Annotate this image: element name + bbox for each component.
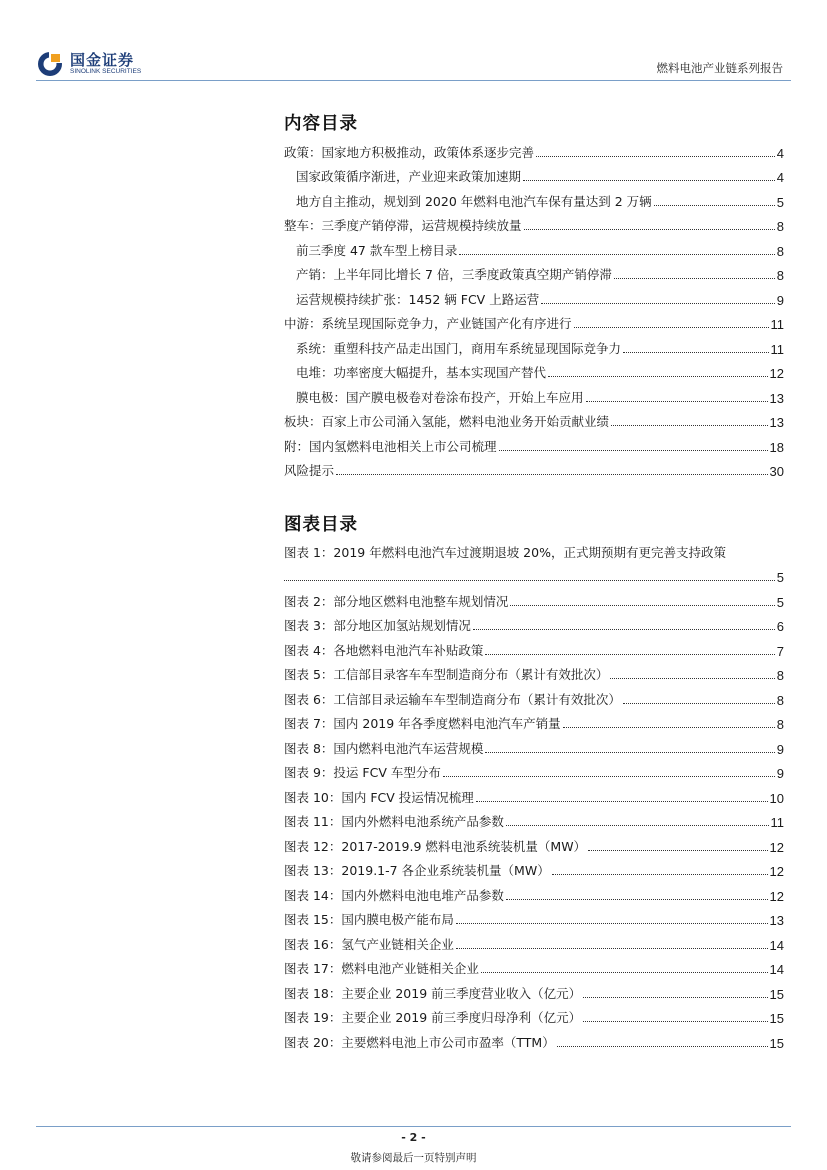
dot-leader <box>611 425 768 426</box>
figure-entry[interactable] <box>284 928 784 953</box>
figure-entry-page: 9 <box>776 766 784 781</box>
dot-leader <box>336 474 768 475</box>
toc-entry-page: 5 <box>776 194 784 210</box>
figure-entry-text: 图表 17：燃料电池产业链相关企业 <box>284 961 479 976</box>
figure-entry-page: 6 <box>776 619 784 634</box>
figure-entry-text: 图表 8：国内燃料电池汽车运营规模 <box>284 740 484 756</box>
dot-leader <box>284 580 775 581</box>
sinolink-logo-icon <box>36 50 64 78</box>
dot-leader <box>548 376 768 377</box>
toc-entry[interactable] <box>284 210 784 235</box>
figure-entry-text: 图表 1：2019 年燃料电池汽车过渡期退坡 20%，正式期预期有更完善支持政策 <box>284 544 726 560</box>
figure-entry[interactable] <box>284 610 784 635</box>
toc-entry-page: 8 <box>776 268 784 283</box>
toc-entry-text: 前三季度 47 款车型上榜目录 <box>296 242 458 258</box>
figure-entry-page: 12 <box>769 888 784 904</box>
dot-leader <box>557 1046 768 1047</box>
figure-entry-page: 5 <box>776 570 784 585</box>
toc-entry-page: 11 <box>770 317 784 332</box>
toc-entry-text: 整车：三季度产销停滞，运营规模持续放量 <box>284 218 522 233</box>
figure-entry-text: 图表 2：部分地区燃料电池整车规划情况 <box>284 593 509 609</box>
toc-entry-text: 政策：国家地方积极推动，政策体系逐步完善 <box>284 144 535 160</box>
dot-leader <box>552 874 768 875</box>
dot-leader <box>586 401 768 402</box>
header-divider <box>36 80 791 81</box>
figure-entry-page: 8 <box>776 692 784 708</box>
figure-entry-text: 图表 14：国内外燃料电池电堆产品参数 <box>284 887 504 903</box>
figure-entry-page: 8 <box>776 668 784 683</box>
figure-entry[interactable] <box>284 634 784 659</box>
figure-entry-text: 图表 10：国内 FCV 投运情况梳理 <box>284 789 474 805</box>
toc-entry-page: 13 <box>769 390 784 406</box>
figure-entry[interactable] <box>284 953 784 978</box>
figure-entry-text: 图表 15：国内膜电极产能布局 <box>284 912 454 927</box>
toc-entry-page: 8 <box>776 219 784 234</box>
dot-leader <box>623 703 775 704</box>
dot-leader <box>523 180 775 181</box>
dot-leader <box>499 450 768 451</box>
dot-leader <box>485 654 774 655</box>
dot-leader <box>459 254 774 255</box>
figure-entry-page: 12 <box>769 864 784 879</box>
toc-entry[interactable] <box>284 332 784 357</box>
footer-disclaimer: 敬请参阅最后一页特别声明 <box>350 1152 477 1164</box>
page-number: - 2 - <box>401 1131 426 1144</box>
toc-entry[interactable] <box>284 430 784 455</box>
toc-entry[interactable] <box>284 308 784 333</box>
figure-entry-page: 15 <box>769 1035 784 1051</box>
toc-entry-page: 12 <box>769 366 784 381</box>
toc-entry[interactable] <box>284 161 784 186</box>
dot-leader <box>485 752 774 753</box>
dot-leader <box>614 278 775 279</box>
figure-entry-text: 图表 13：2019.1-7 各企业系统装机量（MW） <box>284 863 550 878</box>
toc-entry-page: 13 <box>769 415 784 430</box>
dot-leader <box>510 605 774 606</box>
dot-leader <box>476 801 768 802</box>
toc-entry-text: 运营规模持续扩张：1452 辆 FCV 上路运营 <box>296 291 540 307</box>
figure-entry-page: 15 <box>769 986 784 1002</box>
toc-entry[interactable] <box>284 381 784 406</box>
logo-english-name: SINOLINK SECURITIES <box>70 68 142 75</box>
toc-entry[interactable] <box>284 136 784 161</box>
logo-chinese-name: 国金证券 <box>70 51 135 69</box>
figure-entry-text: 图表 19：主要企业 2019 前三季度归母净利（亿元） <box>284 1010 582 1025</box>
toc-entry[interactable] <box>284 455 784 480</box>
dot-leader <box>588 850 767 851</box>
toc-entry-text: 中游：系统呈现国际竞争力，产业链国产化有序进行 <box>284 316 572 331</box>
toc-entry[interactable] <box>284 259 784 284</box>
toc-title: 内容目录 <box>284 114 358 134</box>
figure-entry[interactable] <box>284 732 784 757</box>
figure-entry[interactable] <box>284 855 784 880</box>
toc-entry[interactable] <box>284 185 784 210</box>
dot-leader <box>536 156 775 157</box>
figure-entry[interactable] <box>284 683 784 708</box>
dot-leader <box>654 205 775 206</box>
toc-entry-text: 系统：重塑科技产品走出国门，商用车系统显现国际竞争力 <box>296 340 622 356</box>
toc-entry-page: 11 <box>770 341 784 357</box>
figure-entry-text: 图表 11：国内外燃料电池系统产品参数 <box>284 814 504 829</box>
toc-entry-page: 18 <box>769 439 784 455</box>
figure-entry[interactable] <box>284 1026 784 1051</box>
dot-leader <box>473 629 775 630</box>
figure-entry[interactable] <box>284 1002 784 1027</box>
figure-entry-text: 图表 16：氢气产业链相关企业 <box>284 936 454 952</box>
figure-entry-text: 图表 3：部分地区加氢站规划情况 <box>284 618 471 633</box>
dot-leader <box>563 727 775 728</box>
dot-leader <box>623 352 768 353</box>
dot-leader <box>481 972 768 973</box>
figure-entry-wrapped[interactable] <box>284 536 784 585</box>
figure-entry-page: 14 <box>769 937 784 953</box>
figure-entry-text: 图表 6：工信部目录运输车车型制造商分布（累计有效批次） <box>284 691 621 707</box>
figure-entry[interactable] <box>284 977 784 1002</box>
dot-leader <box>541 303 775 304</box>
figure-entry[interactable] <box>284 708 784 733</box>
figure-entry[interactable] <box>284 781 784 806</box>
figure-entry-text: 图表 4：各地燃料电池汽车补贴政策 <box>284 642 484 658</box>
figure-entry-page: 9 <box>776 741 784 757</box>
figure-entry-text: 图表 20：主要燃料电池上市公司市盈率（TTM） <box>284 1034 555 1050</box>
figure-entry-page: 8 <box>776 717 784 732</box>
toc-list <box>284 136 784 479</box>
figure-entry-page: 7 <box>776 643 784 659</box>
figure-entry[interactable] <box>284 806 784 831</box>
toc-entry-page: 9 <box>776 292 784 308</box>
toc-entry-page: 8 <box>776 243 784 259</box>
toc-entry-page: 4 <box>776 145 784 161</box>
figure-entry-page: 10 <box>769 790 784 806</box>
figures-title: 图表目录 <box>284 515 358 535</box>
toc-entry[interactable] <box>284 406 784 431</box>
figure-entry-page: 11 <box>770 815 784 830</box>
figure-entry[interactable] <box>284 757 784 782</box>
toc-entry-text: 风险提示 <box>284 463 335 478</box>
dot-leader <box>524 229 775 230</box>
figure-entry[interactable] <box>284 585 784 610</box>
figures-list <box>284 536 784 1051</box>
figure-entry-page: 5 <box>776 594 784 610</box>
toc-entry-text: 膜电极：国产膜电极卷对卷涂布投产，开始上车应用 <box>296 389 584 405</box>
toc-entry-text: 产销：上半年同比增长 7 倍，三季度政策真空期产销停滞 <box>296 267 612 282</box>
dot-leader <box>574 327 769 328</box>
footer-divider <box>36 1126 791 1127</box>
toc-entry-text: 板块：百家上市公司涌入氢能，燃料电池业务开始贡献业绩 <box>284 414 610 429</box>
dot-leader <box>506 825 769 826</box>
toc-entry[interactable] <box>284 283 784 308</box>
figure-entry-page: 12 <box>769 839 784 855</box>
toc-entry[interactable] <box>284 357 784 382</box>
toc-entry-text: 电堆：功率密度大幅提升，基本实现国产替代 <box>296 365 547 380</box>
figure-entry[interactable] <box>284 879 784 904</box>
dot-leader <box>456 948 768 949</box>
figure-entry-text: 图表 18：主要企业 2019 前三季度营业收入（亿元） <box>284 985 582 1001</box>
toc-entry-page: 4 <box>776 170 784 185</box>
company-logo <box>36 50 141 78</box>
dot-leader <box>506 899 768 900</box>
figure-entry-text: 图表 5：工信部目录客车车型制造商分布（累计有效批次） <box>284 667 609 682</box>
report-series-title: 燃料电池产业链系列报告 <box>656 61 783 75</box>
dot-leader <box>583 1021 767 1022</box>
figure-entry-text: 图表 9：投运 FCV 车型分布 <box>284 765 441 780</box>
dot-leader <box>583 997 767 998</box>
toc-entry-page: 30 <box>769 464 784 479</box>
figure-entry-page: 13 <box>769 913 784 928</box>
toc-entry[interactable] <box>284 234 784 259</box>
toc-entry-text: 国家政策循序渐进，产业迎来政策加速期 <box>296 169 522 184</box>
figure-entry[interactable] <box>284 904 784 929</box>
figure-entry-page: 15 <box>769 1011 784 1026</box>
dot-leader <box>443 776 775 777</box>
figure-entry-text: 图表 7：国内 2019 年各季度燃料电池汽车产销量 <box>284 716 561 731</box>
toc-entry-text: 地方自主推动，规划到 2020 年燃料电池汽车保有量达到 2 万辆 <box>296 193 652 209</box>
figure-entry[interactable] <box>284 830 784 855</box>
dot-leader <box>456 923 768 924</box>
figure-entry[interactable] <box>284 659 784 684</box>
toc-entry-text: 附：国内氢燃料电池相关上市公司梳理 <box>284 438 497 454</box>
figure-entry-page: 14 <box>769 962 784 977</box>
dot-leader <box>610 678 774 679</box>
figure-entry-text: 图表 12：2017-2019.9 燃料电池系统装机量（MW） <box>284 838 587 854</box>
page-header <box>0 0 827 82</box>
